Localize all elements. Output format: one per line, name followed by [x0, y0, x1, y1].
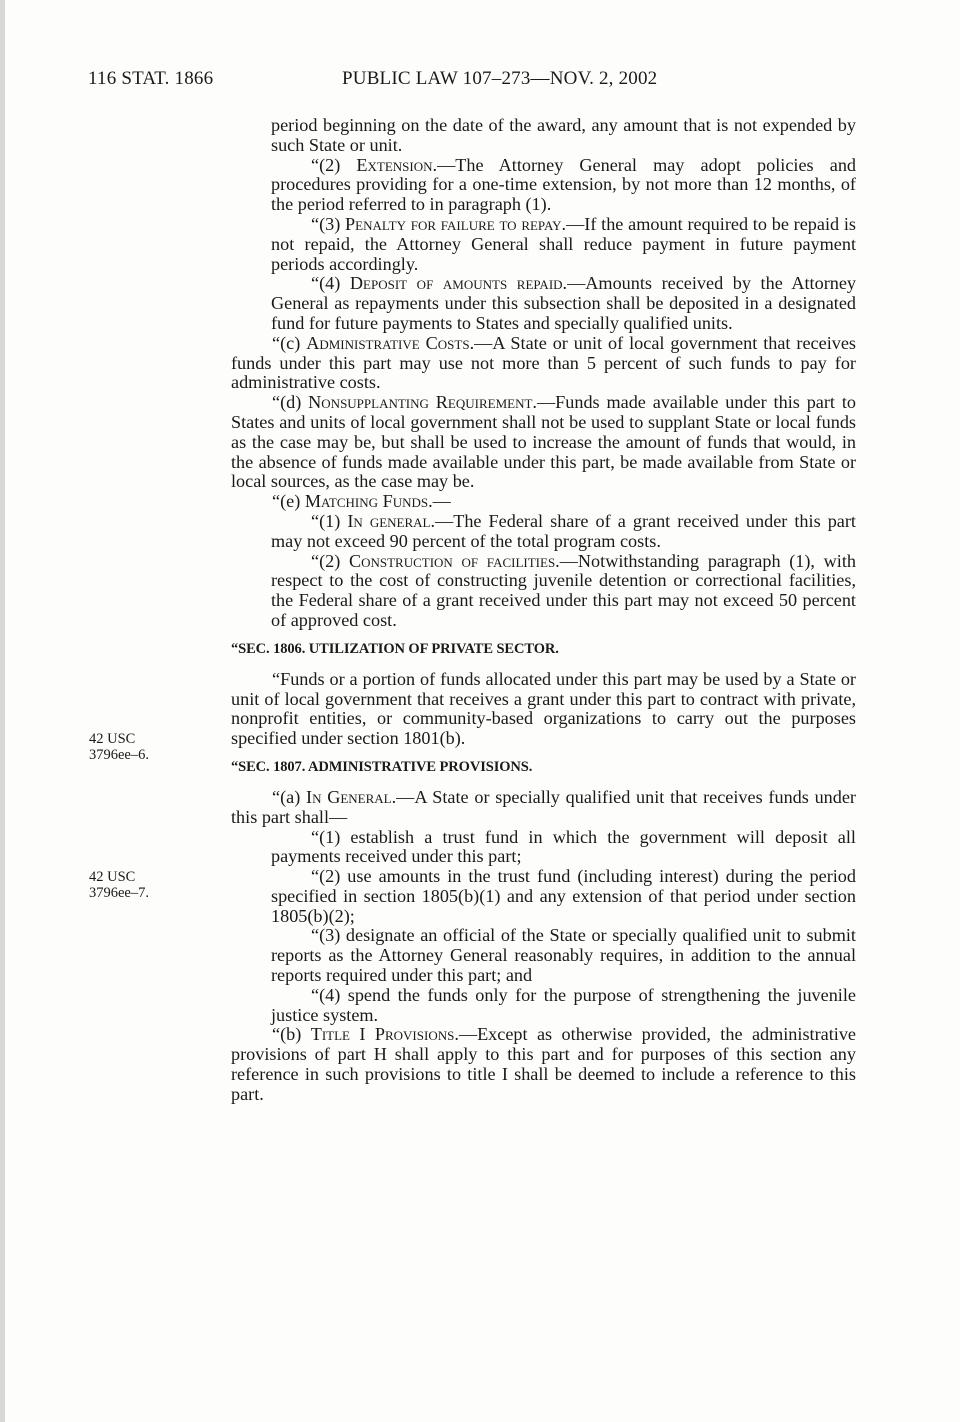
subsection-text: .—Except as otherwise provided, the administrative provisions of part H shall apply to this part and for purposes of this section any reference in such provisions to title I shall be deemed to include a reference to this part.	[231, 1024, 856, 1104]
subsection-text: .—	[428, 491, 451, 512]
subsection-administrative-costs	[231, 334, 856, 393]
paragraph-heading: Penalty for failure to repay	[345, 213, 562, 234]
page-header	[88, 68, 760, 94]
public-law-citation: PUBLIC LAW 107–273—NOV. 2, 2002	[342, 68, 658, 89]
subsection-text: .—A State or unit of local government that receives funds under this part may use not more than 5 percent of such funds to pay for administrative costs.	[231, 332, 857, 393]
subsection-nonsupplanting	[231, 393, 856, 492]
paragraph-in-general	[231, 512, 856, 552]
section-heading-1807: “SEC. 1807. ADMINISTRATIVE PROVISIONS.	[231, 758, 533, 775]
paragraph-number: “(1)	[311, 510, 348, 531]
document-body	[231, 116, 856, 1105]
paragraph-extension	[231, 156, 856, 215]
paragraph-heading: Extension	[356, 154, 433, 175]
paragraph-construction	[231, 552, 856, 631]
paragraph-number: “(3)	[311, 213, 346, 234]
subsection-title-i-provisions	[231, 1025, 856, 1104]
paragraph-text: .—The Attorney General may adopt policies and procedures providing for a one-time extension, by not more than 12 months, of the period referred to in paragraph (1).	[271, 154, 857, 215]
paragraph-number: “(4)	[311, 273, 350, 294]
paragraph: period beginning on the date of the award, any amount that is not expended by such State or unit.	[271, 115, 856, 155]
subsection-heading: Matching Funds	[304, 491, 429, 512]
page-edge-shadow	[0, 0, 5, 1422]
paragraph-trust-fund: “(1) establish a trust fund in which the government will deposit all payments received under this part;	[271, 826, 856, 867]
paragraph-designate-official: “(3) designate an official of the State or specially qualified unit to submit reports as the Attorney General reasonably requires, in addition to the annual reports required under this part; and	[271, 925, 856, 986]
statute-page-number: 116 STAT. 1866	[88, 68, 214, 89]
subsection-letter: “(d)	[272, 392, 309, 413]
subsection-text: .—A State or specially qualified unit that receives funds under this part shall—	[231, 786, 856, 827]
subsection-text: .—Funds made available under this part to States and units of local government shall not be used to supplant State or local funds as the case may be, but shall be used to increase the amount of funds that would, in the absence of funds made available under this part, be made available from State or local sources, as the case may be.	[231, 392, 856, 492]
subsection-heading: In General	[306, 786, 392, 807]
subsection-in-general	[231, 788, 856, 828]
subsection-letter: “(e)	[272, 491, 305, 512]
paragraph-text: .—The Federal share of a grant received under this part may not exceed 90 percent of the total program costs.	[271, 510, 856, 551]
margin-note-usc-1806	[89, 731, 149, 763]
subsection-heading: Nonsupplanting Requirement	[308, 392, 533, 413]
margin-note-line: 42 USC	[89, 869, 136, 885]
subsection-heading: Title I Provisions	[310, 1024, 455, 1045]
subsection-letter: “(a)	[272, 786, 307, 807]
paragraph-text: .—Notwithstanding paragraph (1), with respect to the cost of constructing juvenile detention or correctional facilities, the Federal share of a grant received under this part may not exceed 50 percent of approved cost.	[271, 550, 856, 630]
paragraph-heading: In general	[347, 510, 431, 531]
margin-note-usc-1807	[89, 869, 149, 901]
margin-note-line: 3796ee–6.	[89, 747, 149, 763]
paragraph-deposit	[231, 274, 856, 333]
paragraph-heading: Construction of facilities	[348, 550, 556, 571]
subsection-letter: “(c)	[272, 332, 307, 353]
paragraph-heading: Deposit of amounts repaid	[349, 273, 563, 294]
subsection-matching-funds	[231, 492, 856, 512]
paragraph-number: “(2)	[311, 550, 349, 571]
paragraph-spend-funds: “(4) spend the funds only for the purpose of strengthening the juvenile justice system.	[271, 984, 856, 1025]
paragraph-text: .—Amounts received by the Attorney General as repayments under this subsection shall be deposited in a designated fund for future payments to States and specially qualified units.	[271, 273, 857, 333]
paragraph-use-amounts: “(2) use amounts in the trust fund (including interest) during the period specified in section 1805(b)(1) and any extension of that period under section 1805(b)(2);	[271, 866, 856, 926]
margin-note-line: 3796ee–7.	[89, 885, 149, 901]
paragraph-penalty	[231, 215, 856, 274]
subsection-letter: “(b)	[272, 1024, 311, 1045]
section-heading-1806: “SEC. 1806. UTILIZATION OF PRIVATE SECTOR.	[231, 640, 559, 657]
margin-note-line: 42 USC	[89, 731, 136, 747]
paragraph-text: .—If the amount required to be repaid is not repaid, the Attorney General shall reduce payment in future payment periods accordingly.	[271, 213, 856, 274]
paragraph-number: “(2)	[311, 154, 357, 175]
subsection-heading: Administrative Costs	[306, 332, 470, 353]
paragraph-private-sector: “Funds or a portion of funds allocated under this part may be used by a State or unit of local government that receives a grant under this part to contract with private, nonprofit entities, or community-based organizations to carry out the purposes specified under section 1801(b).	[231, 668, 856, 749]
